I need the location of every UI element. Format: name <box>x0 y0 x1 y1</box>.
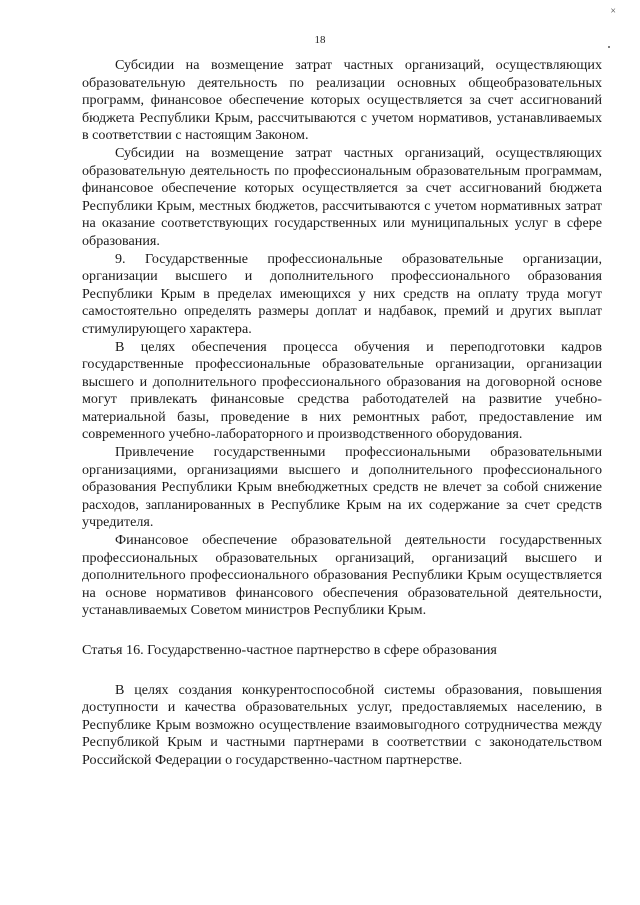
paragraph-extrabudgetary: Привлечение государственными профессиональными образовательными организациями, организациями высшего и дополнительного профессионального образования Республики Крым внебюджетных средств не влечет за собой снижение расходов, запланированных в Республике Крым на их содержание за счет средств учредителя. <box>82 444 602 531</box>
paragraph-employer-funds: В целях обеспечения процесса обучения и переподготовки кадров государственные профессиональные образовательные организации, организации высшего и дополнительного профессионального образования на договорной основе могут привлекать финансовые средства работодателей на развитие учебно-материальной базы, проведение в них ремонтных работ, предоставление им современного учебно-лабораторного и производственного оборудования. <box>82 338 602 443</box>
paragraph-item-9: 9. Государственные профессиональные образовательные организации, организации высшего и дополнительного профессионального образования Республики Крым в пределах имеющихся у них средств на оплату труда могут самостоятельно определять размеры доплат и надбавок, премий и других выплат стимулирующего характера. <box>82 250 602 337</box>
scan-dot <box>608 46 610 48</box>
paragraph-partnership: В целях создания конкурентоспособной системы образования, повышения доступности и качества образовательных услуг, предоставляемых населению, в Республике Крым возможно осуществление взаимовыгодного сотрудничества между Республикой Крым и частными партнерами в соответствии с законодательством Российской Федерации о государственно-частном партнерстве. <box>82 681 602 768</box>
corner-mark: × <box>610 6 616 17</box>
page-number: 18 <box>314 34 326 46</box>
article-title: Статья 16. Государственно-частное партнерство в сфере образования <box>82 642 497 658</box>
document-body <box>82 57 602 770</box>
paragraph-subsidies-professional: Субсидии на возмещение затрат частных организаций, осуществляющих образовательную деятельность по профессиональным образовательным программам, финансовое обеспечение которых осуществляется за счет ассигнований бюджета Республики Крым, местных бюджетов, рассчитываются с учетом нормативных затрат на оказание соответствующих государственных или муниципальных услуг в сфере образования. <box>82 144 602 249</box>
paragraph-financing: Финансовое обеспечение образовательной деятельности государственных профессиональных образовательных организаций, организаций высшего и дополнительного профессионального образования Республики Крым осуществляется на основе нормативов финансового обеспечения образовательной деятельности, устанавливаемых Советом министров Республики Крым. <box>82 532 602 619</box>
paragraph-subsidies-general: Субсидии на возмещение затрат частных организаций, осуществляющих образовательную деятельность по реализации основных общеобразовательных программ, финансовое обеспечение которых осуществляется за счет ассигнований бюджета Республики Крым, рассчитываются с учетом нормативов, устанавливаемых в соответствии с настоящим Законом. <box>82 57 602 144</box>
